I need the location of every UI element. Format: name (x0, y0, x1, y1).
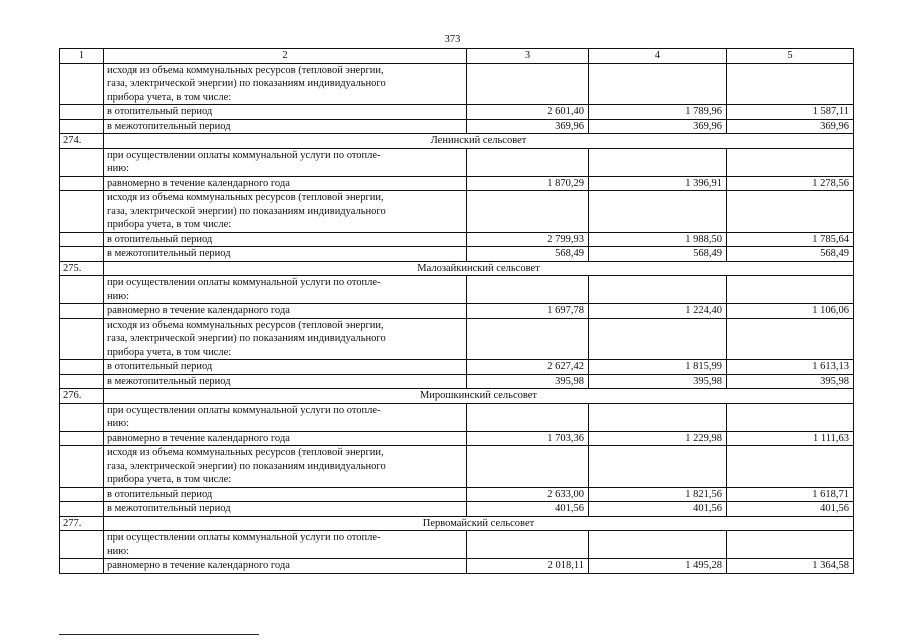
value-col-3: 1 870,29 (467, 176, 589, 191)
description-line: нию: (107, 418, 129, 429)
value-col-5: 1 613,13 (727, 360, 854, 375)
number-cell (60, 63, 104, 105)
section-number: 276. (60, 389, 104, 404)
description-row (60, 148, 854, 176)
value-col-4: 401,56 (589, 502, 727, 517)
section-row (60, 134, 854, 149)
number-cell (60, 403, 104, 431)
table-row (60, 487, 854, 502)
value-col-4: 1 396,91 (589, 176, 727, 191)
value-col-3: 401,56 (467, 502, 589, 517)
empty-value-cell-4 (589, 531, 727, 559)
description-cell (104, 446, 467, 488)
header-row (60, 49, 854, 64)
empty-value-cell-5 (727, 63, 854, 105)
empty-value-cell-4 (589, 148, 727, 176)
empty-value-cell-4 (589, 403, 727, 431)
number-cell (60, 304, 104, 319)
value-col-4: 1 988,50 (589, 232, 727, 247)
table-row (60, 119, 854, 134)
description-line: нию: (107, 545, 129, 557)
section-row (60, 516, 854, 531)
table-row (60, 360, 854, 375)
table-row (60, 247, 854, 262)
row-label: в отопительный период (104, 360, 467, 375)
value-col-3: 2 633,00 (467, 487, 589, 502)
description-line: при осуществлении оплаты коммунальной услуги по отопле- (107, 532, 381, 543)
description-row (60, 403, 854, 431)
description-line: нию: (107, 163, 129, 174)
value-col-5: 1 587,11 (727, 105, 854, 120)
row-label: в отопительный период (104, 105, 467, 120)
table-body (60, 49, 854, 574)
value-col-4: 369,96 (589, 119, 727, 134)
value-col-5: 1 278,56 (727, 176, 854, 191)
description-cell (104, 63, 467, 105)
value-col-3: 369,96 (467, 119, 589, 134)
description-line: газа, электрической энергии) по показаниям индивидуального (107, 78, 386, 89)
empty-value-cell-4 (589, 276, 727, 304)
value-col-4: 568,49 (589, 247, 727, 262)
value-col-3: 2 601,40 (467, 105, 589, 120)
value-col-5: 1 111,63 (727, 431, 854, 446)
value-col-3: 395,98 (467, 374, 589, 389)
number-cell (60, 374, 104, 389)
description-row (60, 446, 854, 488)
empty-value-cell-5 (727, 403, 854, 431)
empty-value-cell-4 (589, 446, 727, 488)
table-row (60, 559, 854, 574)
value-col-5: 395,98 (727, 374, 854, 389)
section-title: Ленинский сельсовет (104, 134, 854, 149)
table-row (60, 105, 854, 120)
description-line: газа, электрической энергии) по показаниям индивидуального (107, 460, 386, 472)
value-col-4: 1 789,96 (589, 105, 727, 120)
row-label: в отопительный период (104, 232, 467, 247)
empty-value-cell-5 (727, 276, 854, 304)
section-row (60, 261, 854, 276)
description-cell (104, 318, 467, 360)
number-cell (60, 487, 104, 502)
value-col-5: 1 618,71 (727, 487, 854, 502)
description-line: при осуществлении оплаты коммунальной услуги по отопле- (107, 277, 381, 288)
empty-value-cell-3 (467, 63, 589, 105)
row-label: в отопительный период (104, 487, 467, 502)
description-line: прибора учета, в том числе: (107, 474, 232, 485)
description-row (60, 531, 854, 559)
tariff-table (59, 48, 854, 574)
empty-value-cell-3 (467, 276, 589, 304)
value-col-3: 2 627,42 (467, 360, 589, 375)
empty-value-cell-4 (589, 191, 727, 233)
row-label: в межотопительный период (104, 247, 467, 262)
page-number: 373 (444, 34, 461, 45)
number-cell (60, 232, 104, 247)
empty-value-cell-3 (467, 318, 589, 360)
description-row (60, 276, 854, 304)
description-line: газа, электрической энергии) по показаниям индивидуального (107, 205, 386, 217)
description-line: при осуществлении оплаты коммунальной услуги по отопле- (107, 404, 381, 416)
table-row (60, 502, 854, 517)
number-cell (60, 105, 104, 120)
empty-value-cell-4 (589, 318, 727, 360)
value-col-4: 1 815,99 (589, 360, 727, 375)
description-line: при осуществлении оплаты коммунальной услуги по отопле- (107, 149, 381, 161)
description-line: прибора учета, в том числе: (107, 219, 232, 230)
description-line: исходя из объема коммунальных ресурсов (тепловой энергии, (107, 319, 384, 331)
value-col-3: 1 697,78 (467, 304, 589, 319)
number-cell (60, 191, 104, 233)
value-col-4: 395,98 (589, 374, 727, 389)
description-line: газа, электрической энергии) по показаниям индивидуального (107, 333, 386, 344)
header-cell-4: 4 (589, 49, 727, 64)
value-col-5: 1 106,06 (727, 304, 854, 319)
description-line: исходя из объема коммунальных ресурсов (тепловой энергии, (107, 64, 384, 76)
description-cell (104, 403, 467, 431)
empty-value-cell-3 (467, 403, 589, 431)
section-number: 275. (60, 261, 104, 276)
description-line: исходя из объема коммунальных ресурсов (тепловой энергии, (107, 192, 384, 203)
description-line: прибора учета, в том числе: (107, 346, 232, 358)
section-title: Мирошкинский сельсовет (104, 389, 854, 404)
description-row (60, 191, 854, 233)
number-cell (60, 446, 104, 488)
table-row (60, 176, 854, 191)
empty-value-cell-3 (467, 148, 589, 176)
value-col-3: 568,49 (467, 247, 589, 262)
description-line: прибора учета, в том числе: (107, 91, 232, 103)
value-col-4: 1 495,28 (589, 559, 727, 574)
section-title: Первомайский сельсовет (104, 516, 854, 531)
section-number: 274. (60, 134, 104, 149)
header-cell-1: 1 (60, 49, 104, 64)
row-label: равномерно в течение календарного года (104, 431, 467, 446)
description-line: исходя из объема коммунальных ресурсов (тепловой энергии, (107, 447, 384, 458)
empty-value-cell-3 (467, 446, 589, 488)
header-cell-3: 3 (467, 49, 589, 64)
empty-value-cell-5 (727, 191, 854, 233)
value-col-5: 369,96 (727, 119, 854, 134)
number-cell (60, 119, 104, 134)
number-cell (60, 176, 104, 191)
empty-value-cell-5 (727, 446, 854, 488)
row-label: равномерно в течение календарного года (104, 304, 467, 319)
header-cell-5: 5 (727, 49, 854, 64)
row-label: равномерно в течение календарного года (104, 559, 467, 574)
value-col-4: 1 224,40 (589, 304, 727, 319)
table-row (60, 304, 854, 319)
number-cell (60, 431, 104, 446)
description-cell (104, 148, 467, 176)
footnote-divider (59, 634, 259, 635)
number-cell (60, 531, 104, 559)
empty-value-cell-4 (589, 63, 727, 105)
description-cell (104, 191, 467, 233)
number-cell (60, 360, 104, 375)
row-label: в межотопительный период (104, 502, 467, 517)
section-row (60, 389, 854, 404)
number-cell (60, 276, 104, 304)
value-col-5: 401,56 (727, 502, 854, 517)
value-col-3: 2 018,11 (467, 559, 589, 574)
value-col-5: 1 785,64 (727, 232, 854, 247)
table-row (60, 232, 854, 247)
empty-value-cell-3 (467, 191, 589, 233)
row-label: равномерно в течение календарного года (104, 176, 467, 191)
value-col-3: 2 799,93 (467, 232, 589, 247)
empty-value-cell-3 (467, 531, 589, 559)
row-label: в межотопительный период (104, 374, 467, 389)
number-cell (60, 502, 104, 517)
number-cell (60, 318, 104, 360)
value-col-3: 1 703,36 (467, 431, 589, 446)
empty-value-cell-5 (727, 531, 854, 559)
value-col-5: 1 364,58 (727, 559, 854, 574)
description-line: нию: (107, 290, 129, 302)
description-cell (104, 531, 467, 559)
description-row (60, 318, 854, 360)
description-row (60, 63, 854, 105)
table-row (60, 431, 854, 446)
section-number: 277. (60, 516, 104, 531)
number-cell (60, 247, 104, 262)
header-cell-2: 2 (104, 49, 467, 64)
empty-value-cell-5 (727, 318, 854, 360)
number-cell (60, 148, 104, 176)
description-cell (104, 276, 467, 304)
row-label: в межотопительный период (104, 119, 467, 134)
value-col-5: 568,49 (727, 247, 854, 262)
empty-value-cell-5 (727, 148, 854, 176)
section-title: Малозайкинский сельсовет (104, 261, 854, 276)
value-col-4: 1 821,56 (589, 487, 727, 502)
value-col-4: 1 229,98 (589, 431, 727, 446)
table-row (60, 374, 854, 389)
number-cell (60, 559, 104, 574)
